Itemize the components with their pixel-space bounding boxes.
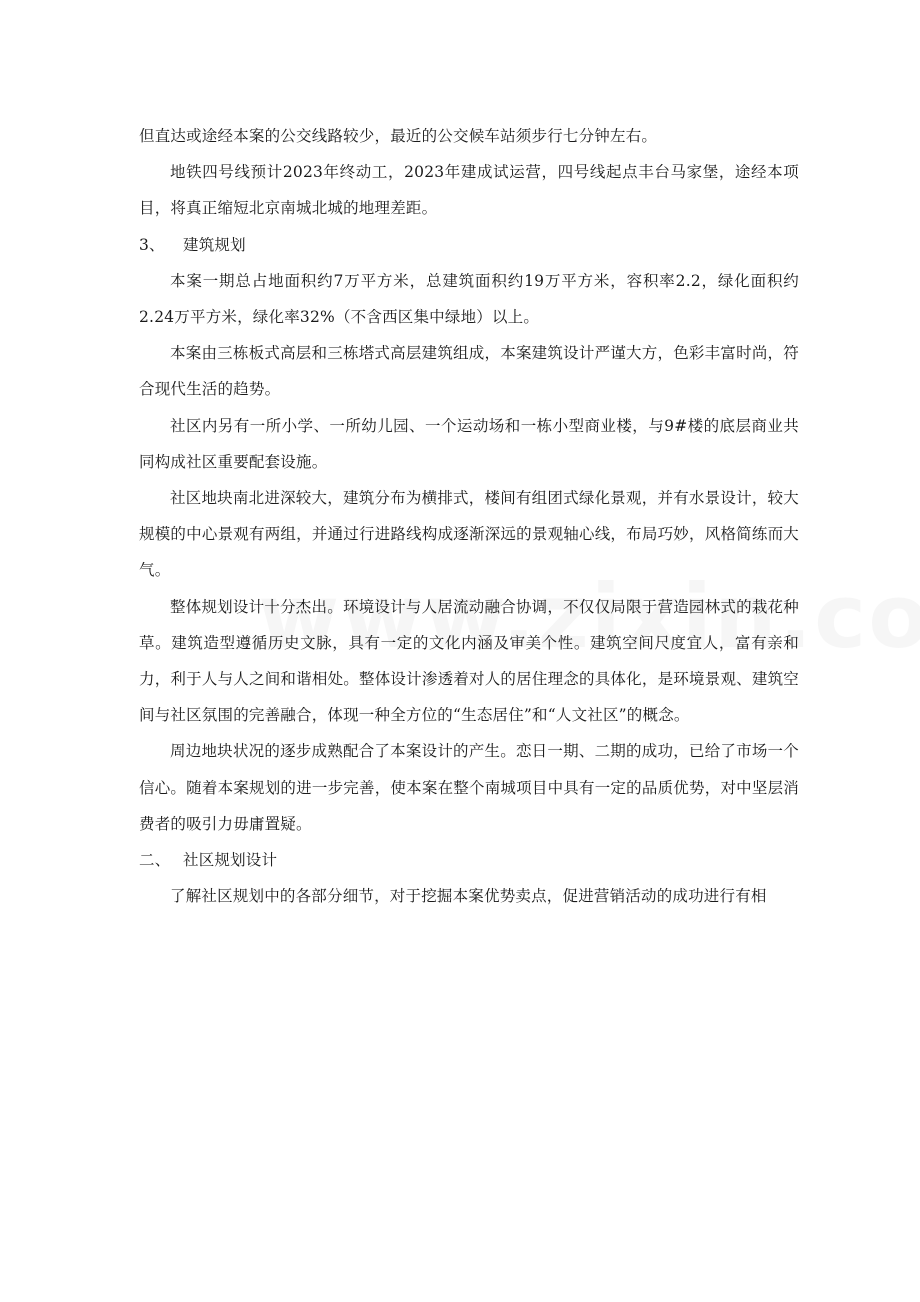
section-title: 社区规划设计 [183, 851, 278, 870]
paragraph-subway-line-4: 地铁四号线预计2023年终动工，2023年建成试运营，四号线起点丰台马家堡，途经本项目，将真正缩短北京南城北城的地理差距。 [139, 163, 799, 218]
section-number: 二、 [139, 851, 171, 870]
paragraph-overall-design: 整体规划设计十分杰出。环境设计与人居流动融合协调，不仅仅局限于营造园林式的栽花种草。建筑造型遵循历史文脉，具有一定的文化内涵及审美个性。建筑空间尺度宜人，富有亲和力，利于人与人之间和谐相处。整体设计渗透着对人的居住理念的具体化，是环境景观、建筑空间与社区氛围的完善融合，体现一种全方位的“生态居住”和“人文社区”的概念。 [139, 597, 799, 725]
paragraph-bus-routes: 但直达或途经本案的公交线路较少，最近的公交候车站须步行七分钟左右。 [139, 127, 658, 145]
document-body [139, 118, 799, 914]
paragraph-landscape-layout: 社区地块南北进深较大，建筑分布为横排式，楼间有组团式绿化景观，并有水景设计，较大规模的中心景观有两组，并通过行进路线构成逐渐深远的景观轴心线，布局巧妙，风格简练而大气。 [139, 489, 799, 580]
paragraph-surrounding-plots: 周边地块状况的逐步成熟配合了本案设计的产生。恋日一期、二期的成功，已给了市场一个信心。随着本案规划的进一步完善，使本案在整个南城项目中具有一定的品质优势，对中坚层消费者的吸引力毋庸置疑。 [139, 742, 799, 833]
paragraph-community-facilities: 社区内另有一所小学、一所幼儿园、一个运动场和一栋小型商业楼，与9#楼的底层商业共同构成社区重要配套设施。 [139, 416, 799, 471]
section-title: 建筑规划 [183, 235, 246, 254]
paragraph-site-area: 本案一期总占地面积约7万平方米，总建筑面积约19万平方米，容积率2.2，绿化面积约2.24万平方米，绿化率32%（不含西区集中绿地）以上。 [139, 271, 799, 327]
paragraph-planning-details: 了解社区规划中的各部分细节，对于挖掘本案优势卖点，促进营销活动的成功进行有相 [170, 887, 767, 906]
section-heading-community-planning [139, 842, 799, 878]
section-heading-architecture [139, 227, 799, 263]
section-number: 3、 [139, 235, 165, 254]
paragraph-building-composition: 本案由三栋板式高层和三栋塔式高层建筑组成，本案建筑设计严谨大方，色彩丰富时尚，符合现代生活的趋势。 [139, 344, 799, 399]
